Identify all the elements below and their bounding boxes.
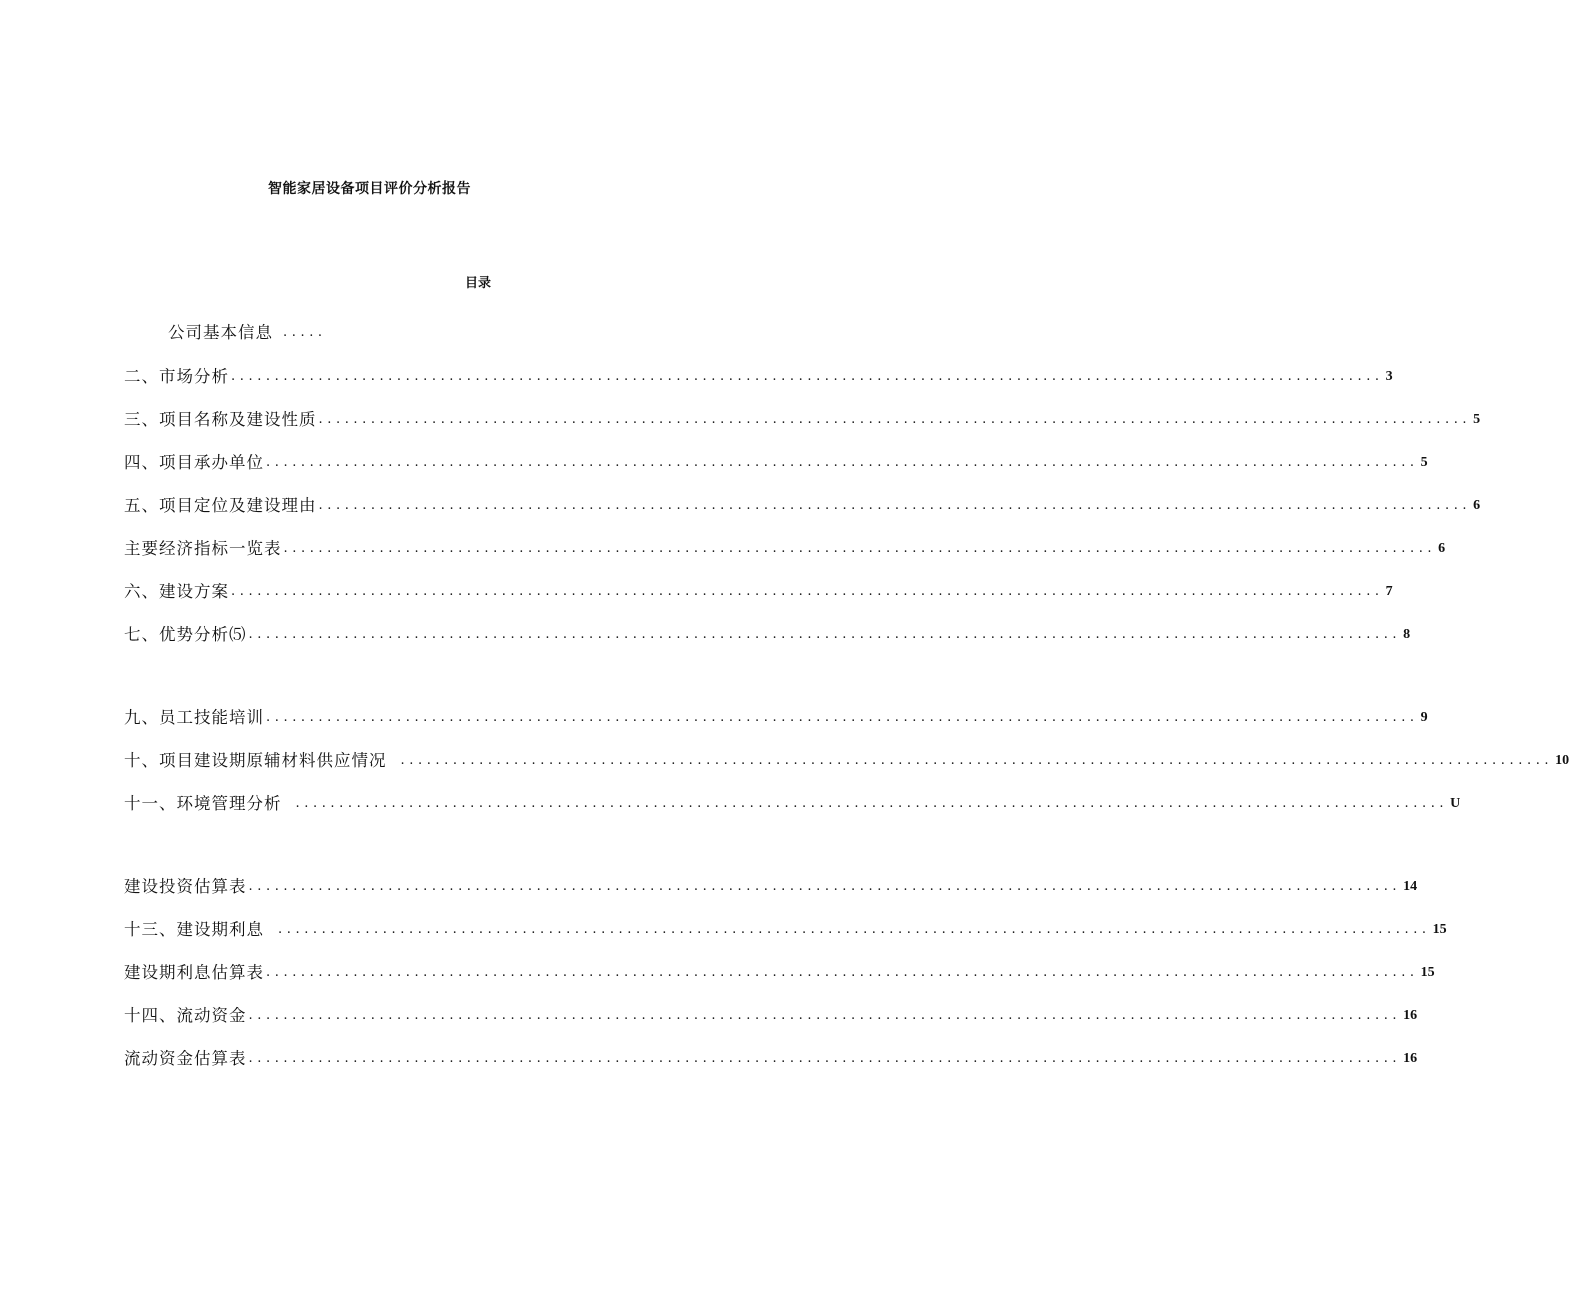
toc-leader: ....................................................................................................................................	[318, 412, 1472, 427]
toc-entry-label: 三、项目名称及建设性质	[124, 410, 317, 429]
toc-entry[interactable]	[124, 409, 1481, 431]
toc-leader: ....................................................................................................................................	[266, 710, 1419, 725]
toc-entry-page: 15	[1432, 922, 1447, 937]
toc-leader: .....	[283, 325, 327, 340]
toc-entry-page: 3	[1385, 369, 1393, 384]
toc-entry[interactable]	[124, 919, 1447, 941]
toc-entry-label: 十三、建设期利息	[124, 920, 264, 939]
toc-entry-page: 8	[1403, 627, 1411, 642]
toc-entry-label: 公司基本信息	[168, 323, 273, 342]
toc-leader: ....................................................................................................................................	[248, 1051, 1402, 1066]
toc-entry[interactable]	[124, 452, 1428, 474]
toc-leader: ....................................................................................................................................	[266, 455, 1419, 470]
toc-leader: ....................................................................................................................................	[248, 1008, 1402, 1023]
toc-entry-label: 建设期利息估算表	[124, 963, 264, 982]
toc-leader: ....................................................................................................................................	[295, 796, 1449, 811]
toc-entry-page: 6	[1438, 541, 1446, 556]
toc-entry-label: 十一、环境管理分析	[124, 794, 282, 813]
toc-entry[interactable]	[124, 876, 1418, 898]
toc-entry[interactable]	[124, 366, 1393, 388]
toc-entry-label: 十、项目建设期原辅材料供应情况	[124, 751, 387, 770]
document-title: 智能家居设备项目评价分析报告	[268, 181, 471, 197]
toc-entry[interactable]	[124, 962, 1435, 984]
toc-entry-page: 14	[1403, 879, 1418, 894]
toc-entry-page: 16	[1403, 1051, 1418, 1066]
toc-entry[interactable]	[168, 322, 335, 344]
toc-entry[interactable]	[124, 495, 1481, 517]
toc-leader: ....................................................................................................................................	[400, 753, 1554, 768]
toc-entry-page: 9	[1420, 710, 1428, 725]
toc-entry[interactable]	[124, 1005, 1418, 1027]
toc-leader: ....................................................................................................................................	[248, 627, 1402, 642]
toc-entry-label: 六、建设方案	[124, 582, 229, 601]
toc-entry-label: 建设投资估算表	[124, 877, 247, 896]
toc-entry-label: 流动资金估算表	[124, 1049, 247, 1068]
toc-entry[interactable]	[124, 581, 1393, 603]
toc-leader: ....................................................................................................................................	[266, 965, 1419, 980]
toc-entry-page: 6	[1473, 498, 1481, 513]
toc-entry[interactable]	[124, 707, 1428, 729]
toc-entry-page: 10	[1555, 753, 1569, 768]
toc-leader: ....................................................................................................................................	[318, 498, 1472, 513]
toc-heading: 目录	[465, 276, 492, 291]
toc-leader: ....................................................................................................................................	[278, 922, 1431, 937]
toc-entry-page: 7	[1385, 584, 1393, 599]
toc-entry-label: 十四、流动资金	[124, 1006, 247, 1025]
toc-entry-page: 15	[1420, 965, 1435, 980]
toc-entry-page: 16	[1403, 1008, 1418, 1023]
toc-leader: ....................................................................................................................................	[248, 879, 1402, 894]
toc-entry-label: 九、员工技能培训	[124, 708, 264, 727]
toc-entry-label: 七、优势分析⑸	[124, 625, 247, 644]
toc-entry-label: 五、项目定位及建设理由	[124, 496, 317, 515]
toc-entry-page: 5	[1473, 412, 1481, 427]
toc-entry-page: 5	[1420, 455, 1428, 470]
toc-leader: ....................................................................................................................................	[231, 584, 1384, 599]
toc-entry-label: 主要经济指标一览表	[124, 539, 282, 558]
toc-entry-label: 二、市场分析	[124, 367, 229, 386]
toc-entry[interactable]	[124, 624, 1411, 646]
toc-entry[interactable]	[124, 538, 1446, 560]
toc-entry[interactable]	[124, 1048, 1418, 1070]
toc-entry[interactable]	[124, 793, 1461, 815]
toc-entry-page: U	[1450, 796, 1461, 811]
toc-entry[interactable]	[124, 750, 1569, 772]
toc-leader: ....................................................................................................................................	[283, 541, 1437, 556]
toc-leader: ....................................................................................................................................	[231, 369, 1384, 384]
toc-entry-label: 四、项目承办单位	[124, 453, 264, 472]
